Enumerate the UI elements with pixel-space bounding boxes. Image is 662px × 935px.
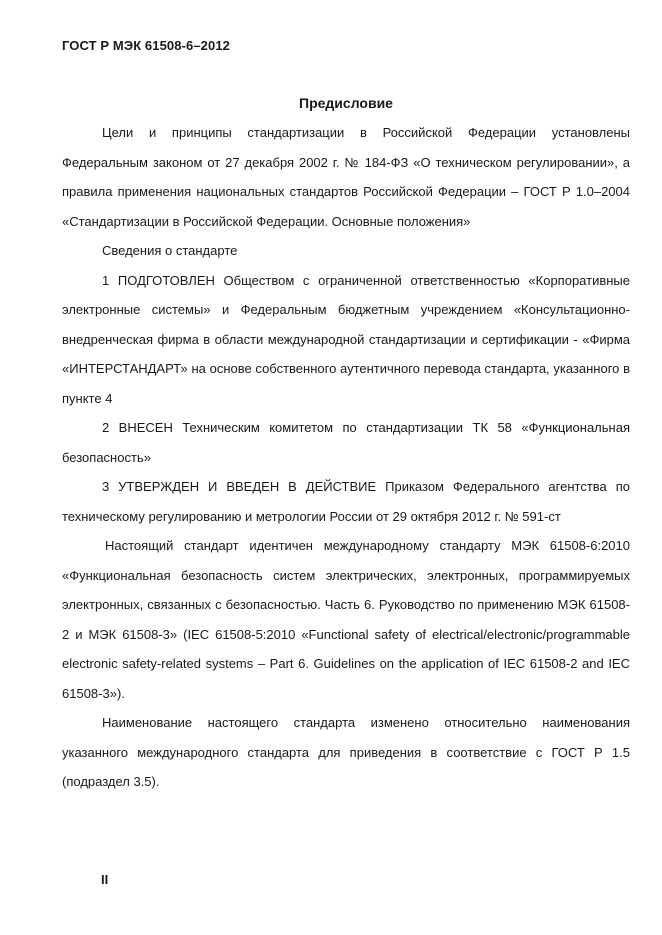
paragraph-identical-standard: Настоящий стандарт идентичен международному стандарту МЭК 61508-6:2010 «Функциональная безопасность систем электрических, электронных, программируемых электронных, связанных с безопасностью. Часть 6. Руководство по применению МЭК 61508-2 и МЭК 61508-3» (IEC 61508-5:2010 «Functional safety of electrical/electronic/programmable electronic safety-related systems – Part 6. Guidelines on the application of IEC 61508-2 and IEC 61508-3»). xyxy=(62,538,630,701)
paragraph-name-change: Наименование настоящего стандарта изменено относительно наименования указанного международного стандарта для приведения в соответствие с ГОСТ Р 1.5 (подраздел 3.5). xyxy=(62,715,630,789)
document-header-code: ГОСТ Р МЭК 61508-6–2012 xyxy=(62,38,230,53)
paragraph-standard-info-heading: Сведения о стандарте xyxy=(102,243,238,258)
page-number: II xyxy=(101,872,109,887)
paragraph-principles: Цели и принципы стандартизации в Российской Федерации установлены Федеральным законом от 27 декабря 2002 г. № 184-ФЗ «О техническом регулировании», а правила применения национальных стандартов Российской Федерации – ГОСТ Р 1.0–2004 «Стандартизации в Российской Федерации. Основные положения» xyxy=(62,125,630,229)
paragraph-approved: 3 УТВЕРЖДЕН И ВВЕДЕН В ДЕЙСТВИЕ Приказом Федерального агентства по техническому регулированию и метрологии России от 29 октября 2012 г. № 591-ст xyxy=(62,479,630,524)
paragraph-prepared-by: 1 ПОДГОТОВЛЕН Обществом с ограниченной ответственностью «Корпоративные электронные системы» и Федеральным бюджетным учреждением «Консультационно-внедренческая фирма в области международной стандартизации и сертификации - «Фирма «ИНТЕРСТАНДАРТ» на основе собственного аутентичного перевода стандарта, указанного в пункте 4 xyxy=(62,272,630,406)
paragraph-introduced-by: 2 ВНЕСЕН Техническим комитетом по стандартизации ТК 58 «Функциональная безопасность» xyxy=(62,420,630,465)
section-title: Предисловие xyxy=(299,95,393,111)
preface-body xyxy=(62,118,630,797)
